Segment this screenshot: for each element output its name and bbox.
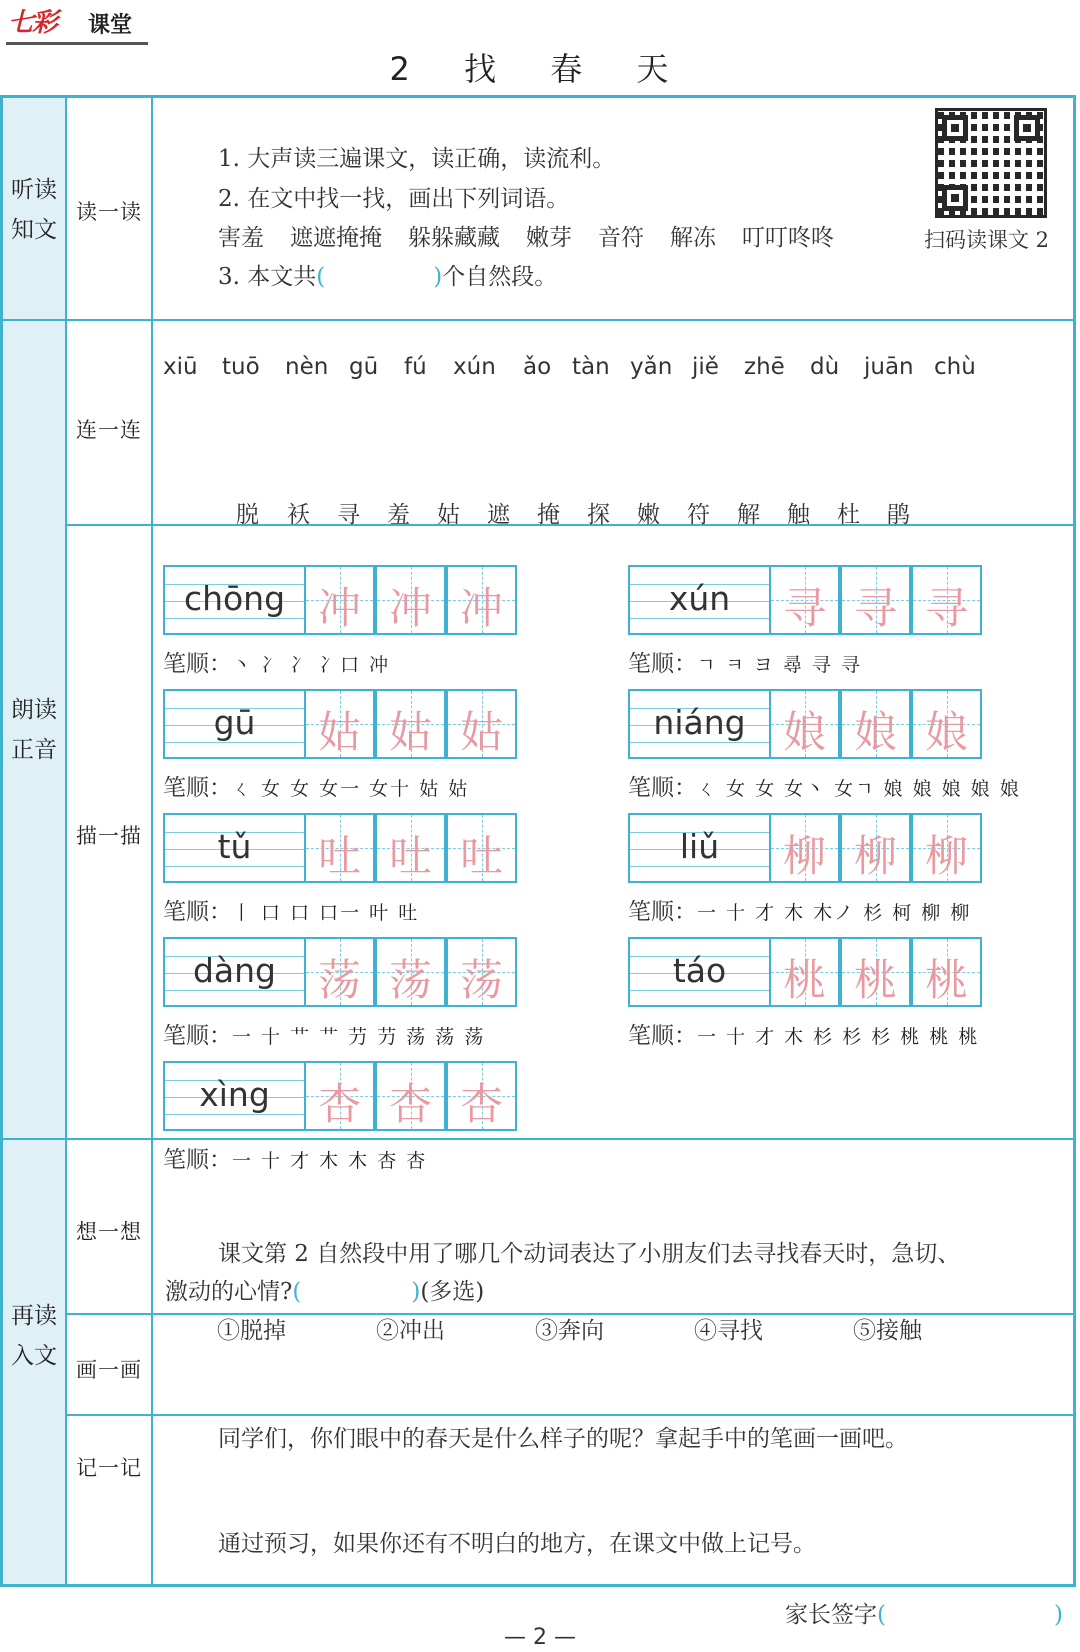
trace-pinyin: chōng [183, 579, 286, 618]
stroke-order-label: 笔顺： [163, 651, 232, 677]
hanzi-item[interactable]: 鹃 [887, 502, 910, 528]
qr-corner [1014, 115, 1040, 141]
trace-character: 姑 [460, 708, 503, 758]
pinyin-item[interactable]: xiū [163, 354, 198, 380]
qr-code[interactable] [935, 108, 1047, 218]
stroke-order-label: 笔顺： [163, 1023, 232, 1049]
pinyin-item[interactable]: nèn [285, 354, 329, 380]
section-label-line: 入文 [11, 1343, 57, 1369]
tracing-cell[interactable] [769, 937, 840, 1007]
stroke-order [163, 893, 419, 926]
parent-signature-label: 家长签字 [785, 1602, 877, 1628]
logo-sub: 课堂 [88, 13, 133, 38]
qr-corner [942, 185, 968, 211]
section-label-line: 朗读 [11, 697, 57, 723]
pinyin-writing-box[interactable] [163, 937, 306, 1007]
trace-pinyin: dàng [192, 951, 277, 990]
trace-pinyin: xìng [199, 1075, 270, 1114]
divider-3 [3, 1138, 1073, 1140]
option-item[interactable]: ②冲出 [376, 1318, 445, 1344]
tracing-cell[interactable] [375, 937, 446, 1007]
trace-character: 娘 [925, 708, 968, 758]
read-item-3-text: 3. 本文共 [218, 264, 317, 290]
tracing-cell[interactable] [911, 813, 982, 883]
page-number: — 2 — [504, 1625, 576, 1650]
stroke-order-sequence: ㄱ ㅋ ヨ 尋 寻 寻 [697, 654, 862, 676]
tracing-cell[interactable] [769, 813, 840, 883]
hanzi-item[interactable]: 袄 [287, 502, 310, 528]
stroke-order-label: 笔顺： [163, 775, 232, 801]
trace-character: 桃 [783, 956, 826, 1006]
tracing-cell[interactable] [304, 937, 375, 1007]
divider-1 [3, 319, 1073, 321]
stroke-order [163, 769, 469, 802]
section-label-line: 听读 [11, 177, 57, 203]
tracing-cell[interactable] [375, 689, 446, 759]
trace-character: 桃 [854, 956, 897, 1006]
trace-character: 吐 [389, 832, 432, 882]
pinyin-item[interactable]: tuō [222, 354, 260, 380]
pinyin-writing-box[interactable] [163, 813, 306, 883]
trace-character: 杏 [460, 1080, 503, 1130]
tracing-cell[interactable] [446, 937, 517, 1007]
hanzi-item[interactable]: 羞 [387, 502, 410, 528]
trace-character: 姑 [318, 708, 361, 758]
tracing-cell[interactable] [911, 689, 982, 759]
trace-character: 寻 [854, 584, 897, 634]
answer-paren-close: ) [433, 264, 443, 290]
hanzi-item[interactable]: 寻 [337, 502, 360, 528]
trace-character: 柳 [925, 832, 968, 882]
stroke-order-sequence: ㄑ 女 女 女丶 女ㄱ 娘 娘 娘 娘 娘 [697, 778, 1021, 800]
hanzi-item[interactable]: 探 [587, 502, 610, 528]
read-word: 躲躲藏藏 [408, 225, 500, 251]
stroke-order-sequence: ㄑ 女 女 女一 女十 姑 姑 [232, 778, 470, 800]
pinyin-item[interactable]: juān [864, 354, 914, 380]
trace-character: 吐 [460, 832, 503, 882]
tracing-cell[interactable] [375, 813, 446, 883]
sub-label-read: 读一读 [76, 200, 142, 224]
trace-character: 桃 [925, 956, 968, 1006]
think-question-text: 激动的心情? [165, 1279, 293, 1305]
trace-pinyin: niáng [653, 703, 746, 742]
answer-paren-close: ) [411, 1279, 421, 1305]
read-item-2: 2. 在文中找一找，画出下列词语。 [218, 186, 570, 212]
tracing-cell[interactable] [769, 689, 840, 759]
read-item-1: 1. 大声读三遍课文，读正确，读流利。 [218, 146, 616, 172]
stroke-order-label: 笔顺： [163, 899, 232, 925]
stroke-order-label: 笔顺： [628, 1023, 697, 1049]
read-word: 遮遮掩掩 [290, 225, 382, 251]
sub-label-trace: 描一描 [76, 824, 142, 848]
tracing-cell[interactable] [840, 565, 911, 635]
trace-character: 姑 [389, 708, 432, 758]
hanzi-item[interactable]: 符 [687, 502, 710, 528]
section-label-line: 正音 [11, 737, 57, 763]
pinyin-writing-box[interactable] [628, 565, 771, 635]
trace-character: 寻 [925, 584, 968, 634]
stroke-order [628, 645, 862, 678]
hanzi-item[interactable]: 脱 [236, 502, 259, 528]
trace-character: 吐 [318, 832, 361, 882]
answer-paren-open: ( [316, 264, 326, 290]
hanzi-item[interactable]: 杜 [837, 502, 860, 528]
trace-pinyin: liǔ [679, 827, 720, 866]
trace-character: 寻 [783, 584, 826, 634]
signature-paren-close: ) [1053, 1602, 1063, 1628]
read-word: 害羞 [218, 225, 264, 251]
hanzi-item[interactable]: 触 [787, 502, 810, 528]
trace-character: 冲 [389, 584, 432, 634]
read-word-list [218, 219, 834, 252]
section-label-line: 知文 [11, 217, 57, 243]
qr-corner [942, 115, 968, 141]
tracing-cell[interactable] [911, 565, 982, 635]
think-question-line1: 课文第 2 自然段中用了哪几个动词表达了小朋友们去寻找春天时，急切、 [218, 1241, 961, 1267]
stroke-order-label: 笔顺： [628, 775, 697, 801]
stroke-order [163, 1141, 427, 1174]
sub-label-think: 想一想 [76, 1220, 142, 1244]
pinyin-writing-box[interactable] [163, 1061, 306, 1131]
pinyin-item[interactable]: yǎn [630, 354, 673, 380]
trace-character: 杏 [318, 1080, 361, 1130]
trace-character: 娘 [783, 708, 826, 758]
sub-label-note: 记一记 [76, 1456, 142, 1480]
think-question-line2 [165, 1273, 484, 1306]
section-label-line: 再读 [11, 1303, 57, 1329]
section-label-read-aloud [3, 690, 65, 770]
section-label-reread [3, 1296, 65, 1376]
brand-logo [6, 4, 146, 40]
trace-character: 荡 [318, 956, 361, 1006]
stroke-order [163, 645, 390, 678]
option-item[interactable]: ③奔向 [535, 1318, 604, 1344]
pinyin-writing-box[interactable] [628, 689, 771, 759]
note-instruction: 通过预习，如果你还有不明白的地方，在课文中做上记号。 [218, 1531, 816, 1557]
option-item[interactable]: ①脱掉 [217, 1318, 286, 1344]
stroke-order-sequence: 一 十 才 木 木 杏 杏 [232, 1150, 428, 1172]
hanzi-item[interactable]: 掩 [537, 502, 560, 528]
section-label-listen [3, 170, 65, 250]
option-item[interactable]: ④寻找 [694, 1318, 763, 1344]
stroke-order [628, 1017, 979, 1050]
tracing-cell[interactable] [769, 565, 840, 635]
stroke-order-label: 笔顺： [628, 651, 697, 677]
page-title: 2 找 春 天 [389, 50, 691, 88]
pinyin-item[interactable]: zhē [744, 354, 785, 380]
stroke-order-label: 笔顺： [163, 1147, 232, 1173]
sub-label-connect: 连一连 [76, 418, 142, 442]
pinyin-writing-box[interactable] [163, 565, 306, 635]
tracing-cell[interactable] [840, 937, 911, 1007]
stroke-order-sequence: 丶 冫 冫 冫口 冲 [232, 654, 391, 676]
tracing-cell[interactable] [375, 1061, 446, 1131]
tracing-cell[interactable] [304, 565, 375, 635]
tracing-cell[interactable] [375, 565, 446, 635]
pinyin-item[interactable]: tàn [572, 354, 610, 380]
hanzi-item[interactable]: 解 [737, 502, 760, 528]
pinyin-writing-box[interactable] [628, 937, 771, 1007]
pinyin-item[interactable]: fú [404, 354, 427, 380]
trace-pinyin: gū [213, 703, 256, 742]
stroke-order-label: 笔顺： [628, 899, 697, 925]
trace-character: 冲 [318, 584, 361, 634]
trace-pinyin: tǔ [217, 827, 252, 866]
trace-character: 杏 [389, 1080, 432, 1130]
answer-paren-open: ( [292, 1279, 302, 1305]
trace-character: 柳 [783, 832, 826, 882]
tracing-cell[interactable] [304, 813, 375, 883]
hanzi-item[interactable]: 嫩 [637, 502, 660, 528]
stroke-order-sequence: 一 十 才 木 杉 杉 杉 桃 桃 桃 [697, 1026, 980, 1048]
stroke-order-sequence: 丨 口 口 口一 叶 吐 [232, 902, 420, 924]
stroke-order-sequence: 一 十 才 木 木ノ 杉 柯 柳 柳 [697, 902, 972, 924]
read-word: 解冻 [670, 225, 716, 251]
read-word: 叮叮咚咚 [742, 225, 834, 251]
divider-2 [65, 524, 1073, 526]
read-item-3 [218, 258, 557, 291]
pinyin-item[interactable]: jiě [692, 354, 719, 380]
signature-paren-open: ( [877, 1602, 886, 1628]
trace-character: 荡 [389, 956, 432, 1006]
tracing-cell[interactable] [446, 565, 517, 635]
qr-caption: 扫码读课文 2 [924, 228, 1050, 252]
read-word: 音符 [598, 225, 644, 251]
hanzi-item[interactable]: 姑 [437, 502, 460, 528]
tracing-cell[interactable] [446, 689, 517, 759]
trace-character: 柳 [854, 832, 897, 882]
stroke-order [628, 769, 1021, 802]
tracing-cell[interactable] [304, 1061, 375, 1131]
stroke-order [628, 893, 971, 926]
sub-label-draw: 画一画 [76, 1358, 142, 1382]
trace-pinyin: táo [672, 951, 727, 990]
tracing-cell[interactable] [840, 689, 911, 759]
read-item-3-suffix: 个自然段。 [442, 264, 558, 290]
tracing-cell[interactable] [446, 1061, 517, 1131]
pinyin-item[interactable]: dù [810, 354, 840, 380]
pinyin-writing-box[interactable] [163, 689, 306, 759]
pinyin-item[interactable]: gū [349, 354, 379, 380]
tracing-cell[interactable] [911, 937, 982, 1007]
trace-character: 荡 [460, 956, 503, 1006]
pinyin-item[interactable]: ǎo [523, 354, 552, 380]
trace-pinyin: xún [668, 579, 731, 618]
tracing-cell[interactable] [840, 813, 911, 883]
option-item[interactable]: ⑤接触 [853, 1318, 922, 1344]
trace-character: 娘 [854, 708, 897, 758]
logo-main: 七彩 [8, 8, 57, 38]
hanzi-item[interactable]: 遮 [487, 502, 510, 528]
pinyin-item[interactable]: xún [453, 354, 496, 380]
read-word: 嫩芽 [526, 225, 572, 251]
think-multi-select-note: (多选) [420, 1279, 485, 1305]
stroke-order-sequence: 一 十 艹 艹 芀 芀 荡 荡 荡 [232, 1026, 486, 1048]
tracing-cell[interactable] [446, 813, 517, 883]
pinyin-item[interactable]: chù [934, 354, 976, 380]
draw-instruction: 同学们，你们眼中的春天是什么样子的呢？拿起手中的笔画一画吧。 [218, 1426, 908, 1452]
stroke-order [163, 1017, 485, 1050]
trace-character: 冲 [460, 584, 503, 634]
pinyin-writing-box[interactable] [628, 813, 771, 883]
tracing-cell[interactable] [304, 689, 375, 759]
divider-5 [65, 1414, 1073, 1416]
